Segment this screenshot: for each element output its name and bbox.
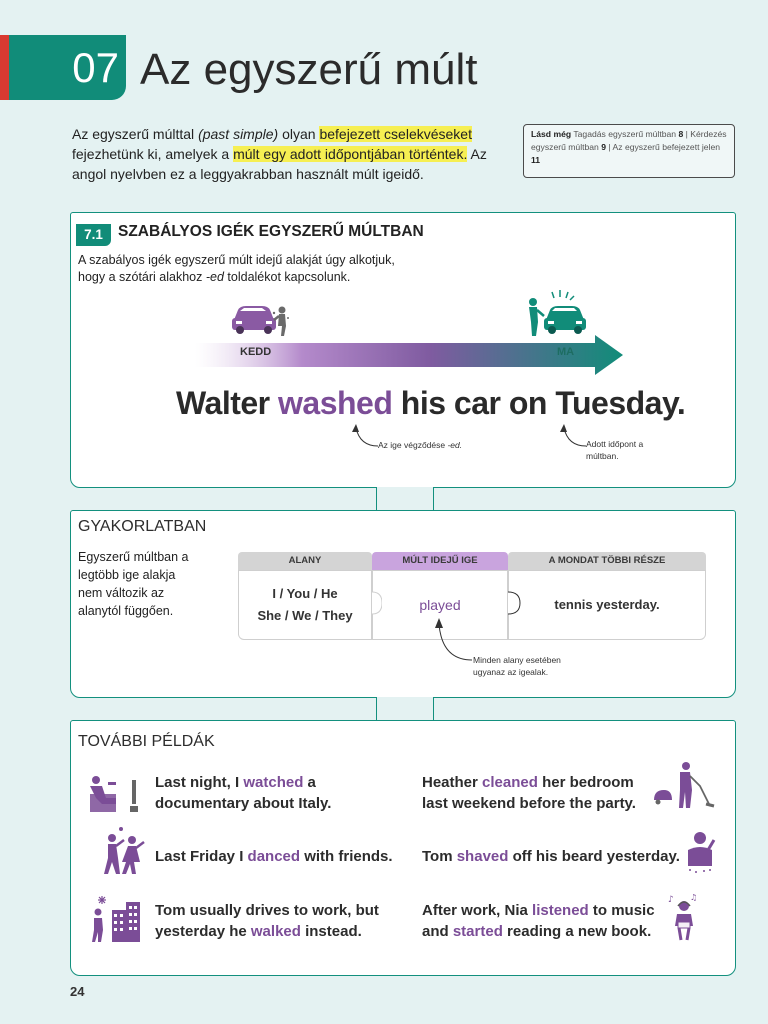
listening-music-icon	[668, 892, 700, 942]
puzzle-notch	[500, 590, 524, 616]
column-header-verb: MÚLT IDEJŰ IGE	[372, 552, 508, 570]
example-sentence-2: Last Friday I danced with friends.	[155, 848, 393, 865]
walking-city-icon	[86, 894, 146, 944]
practice-title: GYAKORLATBAN	[78, 518, 207, 535]
example-sentence: Walter washed his car on Tuesday.	[176, 385, 686, 421]
column-header-rest: A MONDAT TÖBBI RÉSZE	[508, 552, 706, 570]
rest-cell: tennis yesterday.	[508, 570, 706, 640]
note-arrow	[350, 424, 380, 450]
svg-text:♪: ♪	[668, 895, 674, 905]
example-sentence-6: After work, Nia listened to music and started reading a new book.	[422, 902, 655, 940]
highlight-past-point: múlt egy adott időpontjában történtek.	[233, 146, 468, 162]
section-badge: 7.1	[76, 224, 111, 246]
see-also-box: Lásd még Tagadás egyszerű múltban 8 | Kérdezés egyszerű múltban 9 | Az egyszerű befejezett jelen 11	[523, 124, 735, 178]
puzzle-notch	[364, 590, 382, 616]
note-arrow	[432, 616, 476, 664]
timeline-end-label: MA	[557, 346, 575, 358]
timeline-start-label: KEDD	[240, 346, 272, 358]
watching-tv-icon	[86, 772, 144, 816]
example-sentence-3: Tom usually drives to work, but yesterday he walked instead.	[155, 902, 379, 940]
subject-cell: I / You / He She / We / They	[238, 570, 372, 640]
dancing-icon	[100, 826, 146, 876]
clean-car-icon	[522, 286, 590, 338]
highlight-completed-actions: befejezett cselekvéseket	[319, 126, 472, 142]
shaving-icon	[682, 830, 718, 874]
chapter-title: Az egyszerű múlt	[140, 45, 478, 94]
svg-text:♫: ♫	[690, 893, 698, 902]
page-number: 24	[70, 984, 85, 999]
example-sentence-4: Heather cleaned her bedroom last weekend before the party.	[422, 774, 636, 812]
practice-description: Egyszerű múltban a legtöbb ige alakja nem változik az alanytól függően.	[78, 550, 189, 618]
column-header-subject: ALANY	[238, 552, 372, 570]
same-form-note: Minden alany esetében ugyanaz az igealak.	[473, 655, 561, 677]
examples-title: TOVÁBBI PÉLDÁK	[78, 733, 215, 750]
verb-ending-note: Az ige végződése -ed.	[378, 440, 463, 450]
section-title: SZABÁLYOS IGÉK EGYSZERŰ MÚLTBAN	[118, 223, 424, 240]
chapter-red-edge	[0, 35, 9, 100]
vacuum-cleaning-icon	[650, 760, 716, 812]
example-sentence-1: Last night, I watched a documentary about Italy.	[155, 774, 332, 812]
car-washing-icon	[228, 298, 292, 338]
time-point-note: Adott időpont a múltban.	[586, 439, 644, 461]
note-arrow	[558, 424, 588, 450]
section-description: A szabályos igék egyszerű múlt idejű alakját úgy alkotjuk, hogy a szótári alakhoz -ed toldalékot kapcsolunk.	[78, 253, 395, 284]
past-verb: washed	[278, 385, 393, 421]
panel-connector	[376, 697, 434, 721]
panel-connector	[376, 487, 434, 511]
intro-paragraph: Az egyszerű múlttal (past simple) olyan befejezett cselekvéseket fejezhetünk ki, amelyek a múlt egy adott időpontjában történtek. Az angol nyelvben ez a leggyakrabban használt múlt igeidő.	[72, 126, 487, 182]
verb-cell: played	[372, 570, 508, 640]
example-sentence-5: Tom shaved off his beard yesterday.	[422, 848, 680, 865]
chapter-number: 07	[9, 35, 126, 100]
